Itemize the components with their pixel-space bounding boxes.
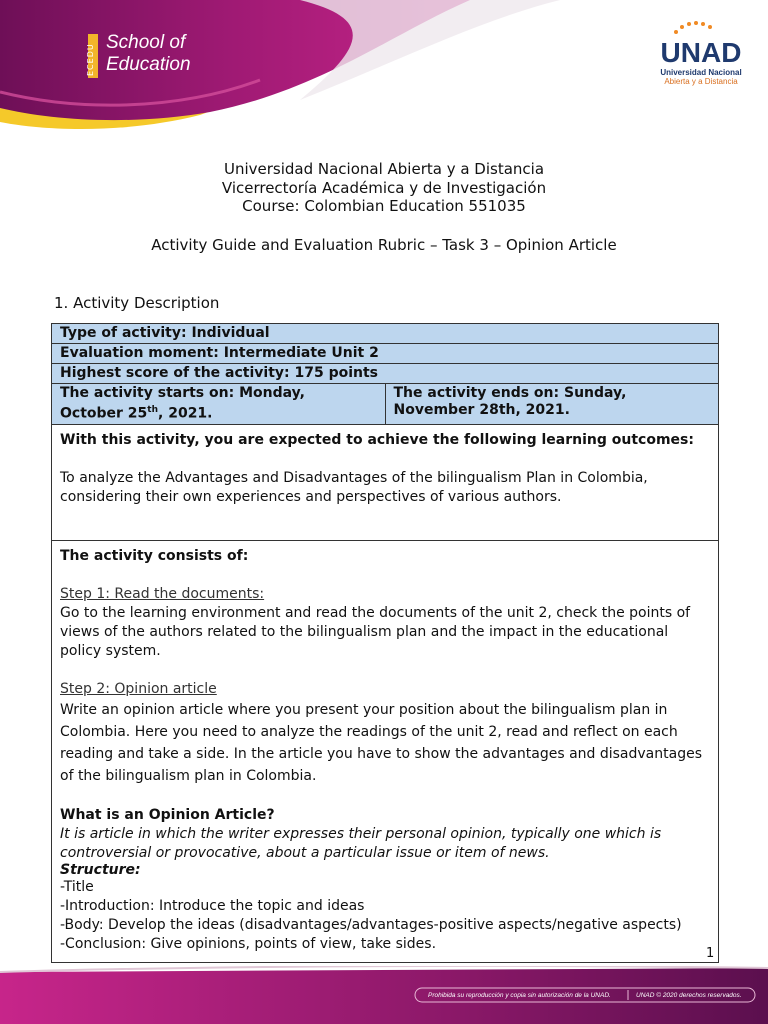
outcomes-heading: With this activity, you are expected to achieve the following learning outcomes: bbox=[60, 431, 694, 448]
structure-heading: Structure: bbox=[60, 861, 141, 878]
end-date-cell bbox=[386, 384, 719, 424]
end-value-2: November 28th, 2021. bbox=[393, 402, 570, 418]
section-heading: 1. Activity Description bbox=[54, 294, 220, 312]
learning-outcomes-cell bbox=[52, 425, 718, 541]
structure-item: -Title bbox=[60, 878, 94, 895]
what-heading: What is an Opinion Article? bbox=[60, 806, 275, 823]
start-date-cell bbox=[52, 384, 386, 424]
school-line-2: Education bbox=[106, 54, 191, 75]
end-value-1: Sunday, bbox=[564, 385, 627, 401]
start-label: The activity starts on: bbox=[60, 385, 235, 401]
guide-title: Activity Guide and Evaluation Rubric – Task 3 – Opinion Article bbox=[151, 236, 617, 254]
logo-caption-line-1: Universidad Nacional bbox=[660, 68, 742, 77]
step2-title: Step 2: Opinion article bbox=[60, 680, 217, 697]
institution-titles bbox=[0, 160, 768, 216]
structure-item: -Conclusion: Give opinions, points of view, take sides. bbox=[60, 935, 437, 952]
university-name: Universidad Nacional Abierta y a Distancia bbox=[223, 160, 545, 178]
highest-score-row: Highest score of the activity: 175 points bbox=[52, 364, 718, 384]
step2-text: Write an opinion article where you present your position about the bilingualism plan in Colombia. Here you need to analyze the readings of the unit 2, read and reflect on each reading and take a side. In the article you have to show the advantages and disadvantages of the bilingualism plan in Colombia. bbox=[60, 701, 702, 784]
start-value-2: October 25 bbox=[60, 405, 148, 422]
start-value-3: , 2021. bbox=[158, 405, 213, 422]
start-value-1: Monday, bbox=[239, 385, 305, 401]
structure-item: -Body: Develop the ideas (disadvantages/advantages-positive aspects/negative aspects) bbox=[60, 916, 682, 933]
structure-item: -Introduction: Introduce the topic and ideas bbox=[60, 897, 365, 914]
footer-copy-notice: Prohibida su reproducción y copia sin autorización de la UNAD. bbox=[428, 992, 611, 999]
page-number: 1 bbox=[706, 946, 715, 961]
course-name: Course: Colombian Education 551035 bbox=[242, 197, 526, 215]
step1-text: Go to the learning environment and read the documents of the unit 2, check the points of views of the authors related to the bilingualism plan and the impact in the educational policy system. bbox=[60, 604, 691, 659]
vice-rectory: Vicerrectoría Académica y de Investigación bbox=[221, 178, 547, 197]
activity-consists-cell bbox=[52, 541, 718, 962]
activity-type-row: Type of activity: Individual bbox=[52, 324, 718, 344]
consists-heading: The activity consists of: bbox=[60, 547, 249, 564]
dates-row bbox=[52, 384, 718, 425]
activity-table bbox=[51, 323, 719, 963]
start-sup: th bbox=[147, 405, 159, 415]
page-header bbox=[0, 0, 768, 140]
end-label: The activity ends on: bbox=[393, 385, 560, 401]
evaluation-moment-row: Evaluation moment: Intermediate Unit 2 bbox=[52, 344, 718, 364]
school-of-education-title bbox=[106, 32, 191, 76]
school-line-1: School of bbox=[106, 32, 186, 53]
svg-text:UNAD: UNAD bbox=[660, 37, 742, 68]
step1-title: Step 1: Read the documents: bbox=[60, 585, 265, 602]
ecedu-label: ECEDU bbox=[86, 43, 95, 76]
footer-rights-notice: UNAD © 2020 derechos reservados. bbox=[636, 992, 742, 999]
unad-logo-caption bbox=[656, 68, 746, 86]
what-text: It is article in which the writer expresses their personal opinion, typically one which is controversial or provocative, about a particular issue or item of news. bbox=[60, 825, 662, 861]
logo-caption-line-2: Abierta y a Distancia bbox=[664, 77, 738, 86]
outcomes-text: To analyze the Advantages and Disadvantages of the bilingualism Plan in Colombia, considering their own experiences and perspectives of various authors. bbox=[60, 469, 648, 505]
